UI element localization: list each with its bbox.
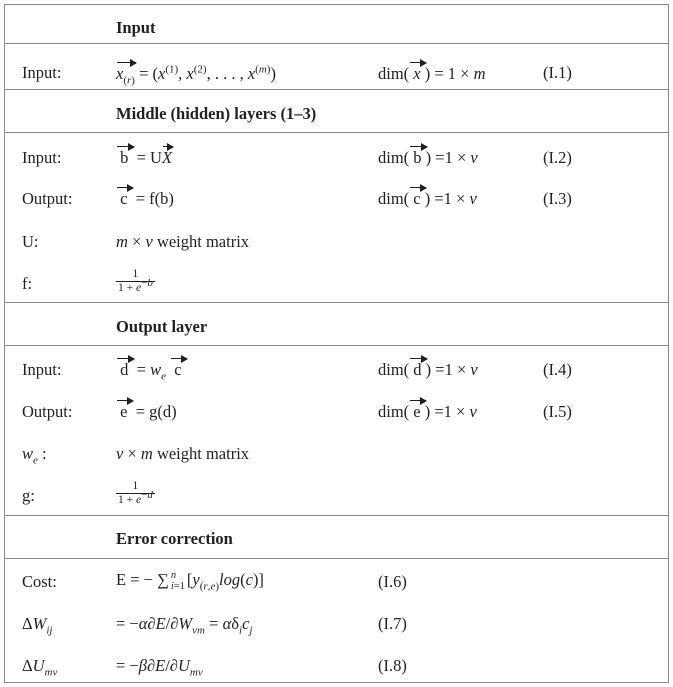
row-label: Input: bbox=[22, 360, 62, 379]
row-label: Output: bbox=[22, 189, 73, 208]
equation-delta-w: = $-\alpha\partial E/\partial W_{\nu m} = \alpha\delta_ic_j$ bbox=[116, 614, 253, 637]
activation-g: $\frac{1}{1 + e^{-d}}$ bbox=[118, 480, 153, 506]
equation-number: (I.1) bbox=[543, 63, 572, 82]
equation-number: (I.4) bbox=[543, 360, 572, 379]
equation-output-output: e = g(d) bbox=[116, 397, 177, 422]
section-heading-error: Error correction bbox=[116, 529, 233, 548]
row-divider bbox=[5, 43, 668, 44]
row-label-delta-w: $\Delta W_{ij}$ bbox=[22, 614, 53, 637]
section-heading-input: Input bbox=[116, 18, 156, 37]
dimension-hidden-input: dim( b ) =1 × ν bbox=[378, 143, 478, 168]
dimension-output-output: dim( e ) =1 × ν bbox=[378, 397, 477, 422]
equation-number: (I.3) bbox=[543, 189, 572, 208]
weight-matrix-we: ν × m weight matrix bbox=[116, 444, 250, 463]
dimension-hidden-output: dim( c ) =1 × ν bbox=[378, 184, 477, 209]
weight-matrix-U: m × ν weight matrix bbox=[116, 232, 250, 251]
row-divider bbox=[5, 558, 668, 559]
row-label: U: bbox=[22, 232, 39, 251]
equation-number: (I.2) bbox=[543, 148, 572, 167]
equation-output-input: $d = w_e$ c bbox=[116, 355, 186, 380]
equation-hidden-output: c = f(b) bbox=[116, 184, 174, 209]
row-label: Output: bbox=[22, 402, 73, 421]
equation-number: (I.8) bbox=[378, 656, 407, 675]
dimension-output-input: dim( d ) =1 × ν bbox=[378, 355, 478, 380]
dimension-input: dim( x ) = 1 × m bbox=[378, 59, 486, 84]
equation-number: (I.6) bbox=[378, 572, 407, 591]
row-label-delta-u: $\Delta U_{m\nu}$ bbox=[22, 656, 58, 679]
row-label: f: bbox=[22, 274, 33, 293]
row-label: g: bbox=[22, 486, 35, 505]
equations-table bbox=[4, 4, 669, 683]
equation-number: (I.7) bbox=[378, 614, 407, 633]
row-divider bbox=[5, 515, 668, 516]
section-heading-output: Output layer bbox=[116, 317, 208, 336]
row-label-we: $w_e$ : bbox=[22, 444, 47, 467]
equation-input-vector: $x_{(r)} = (x^{(1)}$, $x^{(2)}$, . . . , $x^{(m)}$) bbox=[116, 59, 276, 84]
row-label: Input: bbox=[22, 148, 62, 167]
equation-delta-u: = $-\beta\partial E/\partial U_{m\nu}$ bbox=[116, 656, 203, 679]
row-label: Input: bbox=[22, 63, 62, 82]
row-divider bbox=[5, 345, 668, 346]
row-divider bbox=[5, 89, 668, 90]
section-heading-hidden: Middle (hidden) layers (1–3) bbox=[116, 104, 317, 123]
equation-hidden-input: b = UX bbox=[116, 143, 172, 168]
activation-f: $\frac{1}{1 + e^{-b}}$ bbox=[118, 268, 153, 294]
equation-number: (I.5) bbox=[543, 402, 572, 421]
equation-cost: E = − ∑ n i=1 $[y_{(r,e)}\log(c)]$ bbox=[116, 570, 264, 593]
row-divider bbox=[5, 302, 668, 303]
row-label: Cost: bbox=[22, 572, 57, 591]
row-divider bbox=[5, 132, 668, 133]
